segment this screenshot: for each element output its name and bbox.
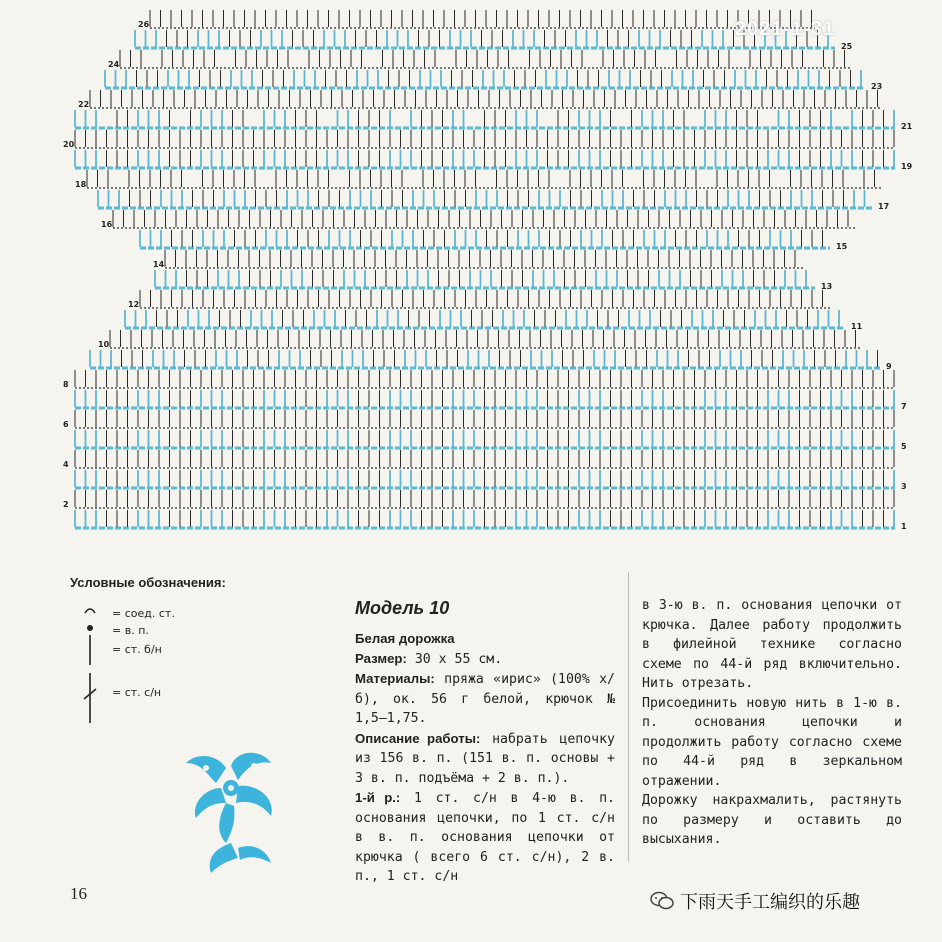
col2-paragraph-1: в 3-ю в. п. основания цепочки от крючка. Далее работу продолжить в филейной технике согласно схеме по 44-й ряд включительно. Нить отрезать. <box>642 598 902 691</box>
description-label: Описание работы: <box>355 730 481 746</box>
date-watermark: 2021-1-31 <box>735 18 836 40</box>
materials-value: пряжа «ирис» (100% х/б), ок. 56 г белой, крючок № 1,5–1,75. <box>355 672 615 726</box>
row-number-left: 2 <box>63 500 69 509</box>
materials-label: Материалы: <box>355 671 435 686</box>
row1-paragraph <box>355 788 615 887</box>
row-number-left: 6 <box>63 420 69 429</box>
row-number-right: 17 <box>878 202 890 211</box>
description-paragraph <box>355 729 615 789</box>
size-label: Размер: <box>355 650 407 666</box>
row-number-right: 15 <box>836 242 848 251</box>
row-number-right: 1 <box>901 522 907 531</box>
row-number-right: 9 <box>886 362 892 371</box>
col2-paragraph-2: Присоединить новую нить в 1-ю в. п. основания цепочки и продолжить работу согласно схеме по 44-й ряд в зеркальном отражении. <box>642 695 902 789</box>
row1-value: 1 ст. с/н в 4-ю в. п. основания цепочки, по 1 ст. с/н в в. п. основания цепочки от крючка ( всего 6 ст. с/н), 2 в. п., 1 ст. с/н <box>355 791 616 884</box>
row-number-left: 10 <box>98 340 110 349</box>
legend-item-chain: = в. п. <box>112 624 149 637</box>
slip-stitch-icon <box>85 609 95 613</box>
row-number-left: 14 <box>153 260 165 269</box>
legend-item-double-crochet: = ст. с/н <box>112 686 162 699</box>
row-number-right: 5 <box>901 442 907 451</box>
legend-symbols <box>78 605 102 725</box>
legend-title: Условные обозначения: <box>70 575 226 590</box>
model-title: Модель 10 <box>355 598 450 618</box>
materials-paragraph <box>355 669 615 729</box>
row1-label: 1-й р.: <box>355 790 401 805</box>
row-number-right: 7 <box>901 402 907 411</box>
legend <box>70 575 330 590</box>
row-number-right: 23 <box>871 82 883 91</box>
size-value: 30 х 55 см. <box>406 651 503 667</box>
chain-stitch-icon <box>87 625 93 631</box>
page-number: 16 <box>70 884 87 903</box>
row-number-right: 3 <box>901 482 907 491</box>
column-divider <box>628 572 629 862</box>
row-number-right: 19 <box>901 162 913 171</box>
row-number-right: 11 <box>851 322 863 331</box>
row-number-right: 13 <box>821 282 833 291</box>
row-number-left: 26 <box>138 20 150 29</box>
row-number-right: 25 <box>841 42 853 51</box>
col2-paragraph-3: Дорожку накрахмалить, растянуть по размеру и оставить до высыхания. <box>642 793 902 847</box>
row-number-left: 16 <box>101 220 113 229</box>
row-number-left: 8 <box>63 380 69 389</box>
row-number-left: 12 <box>128 300 140 309</box>
row-number-left: 20 <box>63 140 75 149</box>
article-subtitle: Белая дорожка <box>355 631 455 646</box>
row-number-left: 22 <box>78 100 90 109</box>
flower-motif-image <box>176 748 291 883</box>
legend-item-slip-stitch: = соед. ст. <box>112 607 175 620</box>
wechat-icon <box>650 891 674 911</box>
row-number-left: 24 <box>108 60 120 69</box>
article-column-1 <box>355 597 615 887</box>
description-value: набрать цепочку из 156 в. п. (151 в. п. основы + 3 в. п. подъёма + 2 в. п.). <box>355 731 615 786</box>
wechat-footer <box>650 888 860 914</box>
row-number-left: 4 <box>63 460 69 469</box>
wechat-account-name: 下雨天手工编织的乐趣 <box>680 892 860 913</box>
row-number-left: 18 <box>75 180 87 189</box>
row-number-right: 21 <box>901 122 913 131</box>
article-column-2 <box>642 596 902 850</box>
legend-item-single-crochet: = ст. б/н <box>112 643 162 656</box>
size-paragraph <box>355 649 615 670</box>
